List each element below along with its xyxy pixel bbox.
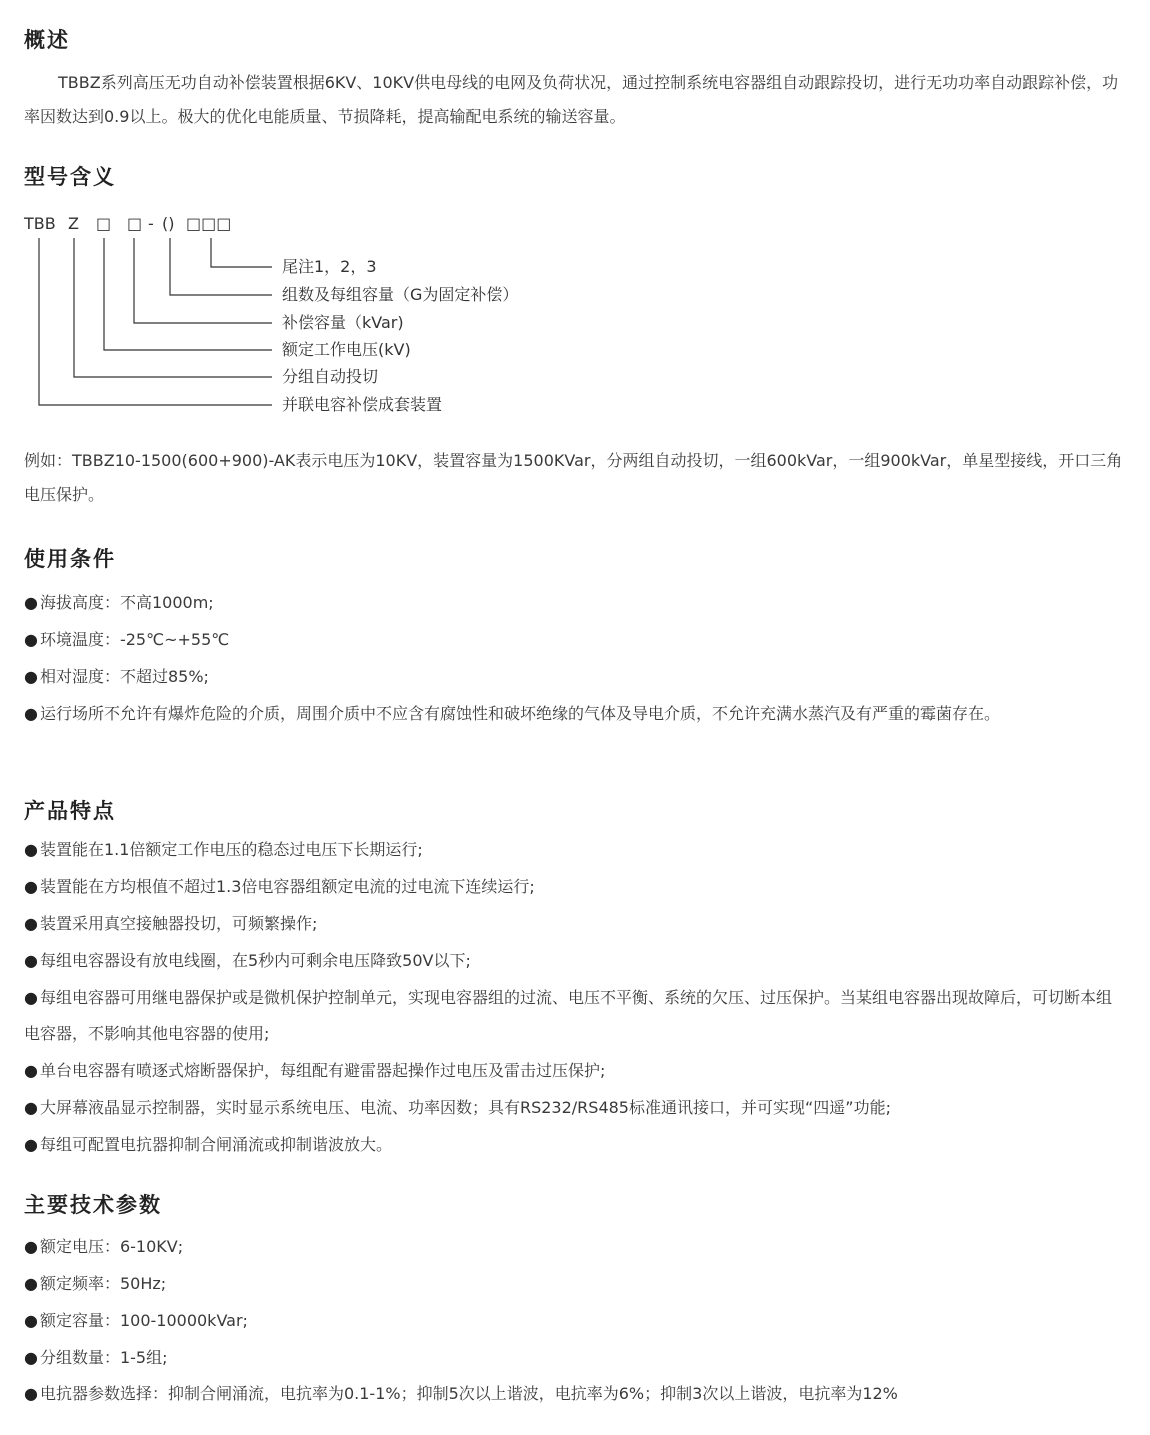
param-item-text: 额定容量：100-10000kVar;	[39, 1311, 248, 1330]
feature-item	[24, 1127, 1130, 1163]
code-token-tbb: TBB	[24, 214, 56, 233]
bullet-dot: ●	[24, 840, 38, 859]
leader-line-voltage	[104, 238, 272, 350]
model-example-paragraph: 例如：TBBZ10-1500(600+900)-AK表示电压为10KV，装置容量为1500KVar，分两组自动投切，一组600kVar，一组900kVar，单星型接线，开口三角电压保护。	[24, 451, 1123, 504]
param-item	[24, 1376, 1130, 1412]
code-token-groups: ()	[162, 214, 175, 233]
legend-groups: 组数及每组容量（G为固定补偿）	[282, 285, 519, 304]
legend-voltage: 额定工作电压(kV)	[282, 340, 411, 359]
bullet-dot: ●	[24, 951, 38, 970]
overview-paragraph: TBBZ系列高压无功自动补偿装置根据6KV、10KV供电母线的电网及负荷状况，通过控制系统电容器组自动跟踪投切，进行无功功率自动跟踪补偿，功率因数达到0.9以上。极大的优化电能质量、节损降耗，提高输配电系统的输送容量。	[24, 73, 1119, 126]
bullet-dot: ●	[24, 877, 38, 896]
feature-item-text: 装置能在方均根值不超过1.3倍电容器组额定电流的过电流下连续运行;	[39, 877, 535, 896]
bullet-dot: ●	[24, 1348, 38, 1367]
param-item-text: 额定电压：6-10KV;	[39, 1237, 184, 1256]
param-item	[24, 1266, 1130, 1302]
leader-line-suffix	[211, 238, 272, 267]
section-heading-conditions: 使用条件	[24, 547, 116, 571]
condition-item	[24, 659, 1130, 695]
code-token-suffix: □□□	[186, 214, 232, 233]
bullet-dot: ●	[24, 1274, 38, 1293]
condition-item-text: 运行场所不允许有爆炸危险的介质，周围介质中不应含有腐蚀性和破坏绝缘的气体及导电介质，不允许充满水蒸汽及有严重的霉菌存在。	[39, 704, 1000, 723]
section-heading-features: 产品特点	[24, 799, 116, 823]
legend-auto-switch: 分组自动投切	[282, 367, 379, 386]
bullet-dot: ●	[24, 1098, 38, 1117]
feature-item-text: 大屏幕液晶显示控制器，实时显示系统电压、电流、功率因数；具有RS232/RS485标准通讯接口，并可实现“四遥”功能;	[39, 1098, 891, 1117]
bullet-dot: ●	[24, 1384, 38, 1403]
param-item-text: 分组数量：1-5组;	[39, 1348, 168, 1367]
legend-parallel-capacitor: 并联电容补偿成套装置	[282, 395, 443, 414]
feature-item-text: 每组电容器设有放电线圈，在5秒内可剩余电压降致50V以下;	[39, 951, 471, 970]
feature-item-text: 每组电容器可用继电器保护或是微机保护控制单元，实现电容器组的过流、电压不平衡、系统的欠压、过压保护。当某组电容器出现故障后，可切断本组电容器，不影响其他电容器的使用;	[24, 988, 1112, 1043]
bullet-dot: ●	[24, 667, 38, 686]
feature-item	[24, 832, 1130, 868]
bullet-dot: ●	[24, 593, 38, 612]
condition-item-text: 海拔高度：不高1000m;	[39, 593, 214, 612]
section-heading-model: 型号含义	[24, 165, 116, 189]
bullet-dot: ●	[24, 988, 38, 1007]
param-item	[24, 1340, 1130, 1376]
condition-item	[24, 696, 1124, 732]
bullet-dot: ●	[24, 630, 38, 649]
bullet-dot: ●	[24, 1135, 38, 1154]
feature-item-text: 单台电容器有喷逐式熔断器保护，每组配有避雷器起操作过电压及雷击过压保护;	[39, 1061, 606, 1080]
leader-line-capacity	[134, 238, 272, 323]
bullet-dot: ●	[24, 704, 38, 723]
feature-item	[24, 906, 1130, 942]
legend-suffix: 尾注1，2，3	[282, 257, 377, 276]
feature-item-text: 装置能在1.1倍额定工作电压的稳态过电压下长期运行;	[39, 840, 423, 859]
code-token-voltage: □	[96, 214, 112, 233]
section-heading-params: 主要技术参数	[24, 1193, 162, 1217]
condition-item	[24, 622, 1130, 658]
code-token-z: Z	[68, 214, 79, 233]
condition-item	[24, 585, 1130, 621]
feature-item	[24, 869, 1130, 905]
bullet-dot: ●	[24, 1311, 38, 1330]
condition-item-text: 环境温度：-25℃~+55℃	[39, 630, 230, 649]
feature-item	[24, 980, 1124, 1052]
section-heading-overview: 概述	[24, 28, 70, 52]
model-leader-lines	[0, 0, 290, 420]
legend-capacity: 补偿容量（kVar)	[282, 313, 404, 332]
feature-item-text: 装置采用真空接触器投切，可频繁操作;	[39, 914, 318, 933]
param-item	[24, 1303, 1130, 1339]
bullet-dot: ●	[24, 1061, 38, 1080]
param-item-text: 电抗器参数选择：抑制合闸涌流，电抗率为0.1-1%；抑制5次以上谐波，电抗率为6%；抑制3次以上谐波，电抗率为12%	[39, 1384, 898, 1403]
code-token-capacity: □	[127, 214, 143, 233]
condition-item-text: 相对湿度：不超过85%;	[39, 667, 209, 686]
code-token-dash: -	[148, 214, 154, 233]
param-item	[24, 1229, 1130, 1265]
feature-item	[24, 1053, 1130, 1089]
feature-item	[24, 1090, 1130, 1126]
bullet-dot: ●	[24, 914, 38, 933]
bullet-dot: ●	[24, 1237, 38, 1256]
param-item-text: 额定频率：50Hz;	[39, 1274, 167, 1293]
feature-item	[24, 943, 1130, 979]
feature-item-text: 每组可配置电抗器抑制合闸涌流或抑制谐波放大。	[39, 1135, 392, 1154]
